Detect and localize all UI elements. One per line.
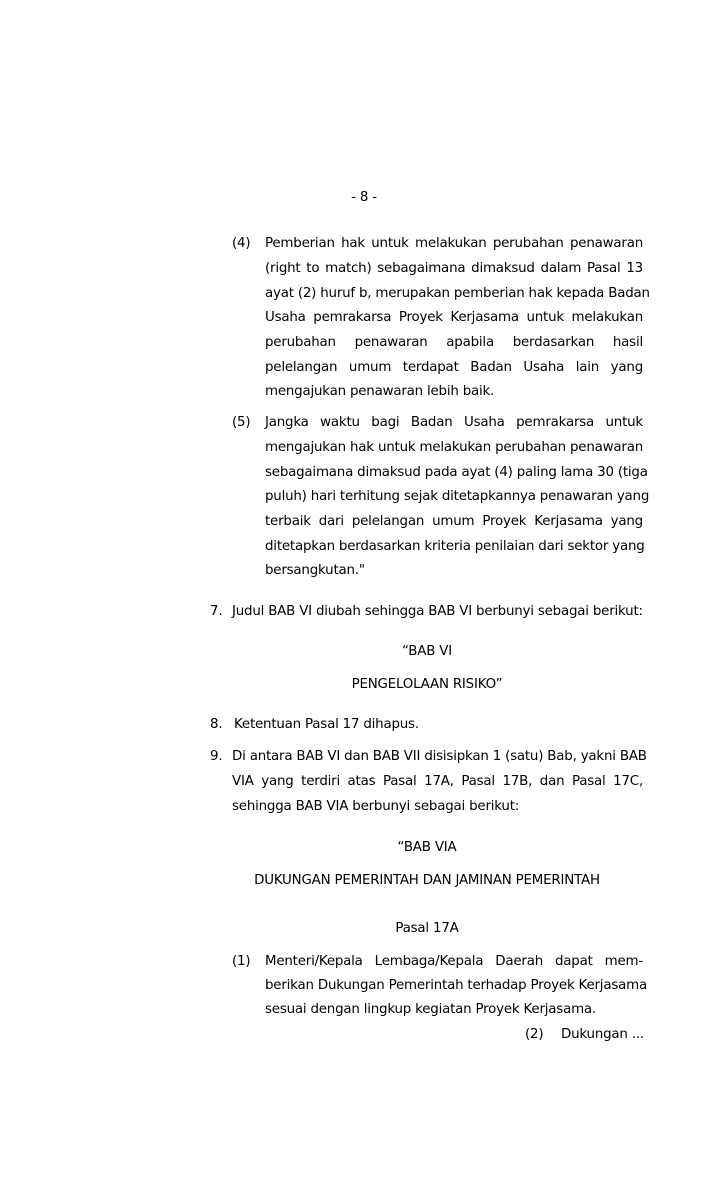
pasal-17a-item-1-line: Menteri/Kepala Lembaga/Kepala Daerah dapat mem- <box>265 954 643 969</box>
item-5-marker: (5) <box>232 415 251 430</box>
point-9-line: Di antara BAB VI dan BAB VII disisipkan 1 (satu) Bab, yakni BAB <box>232 749 647 764</box>
item-4-line: mengajukan penawaran lebih baik. <box>265 384 495 399</box>
item-5-line: bersangkutan." <box>265 563 365 578</box>
catchword-text: Dukungan ... <box>561 1027 644 1042</box>
point-8-text: Ketentuan Pasal 17 dihapus. <box>234 717 419 732</box>
point-9-line: sehingga BAB VIA berbunyi sebagai berikut: <box>232 799 520 814</box>
bab-vi-heading-text: “BAB VI <box>401 644 453 659</box>
page-number: - 8 - <box>351 190 377 205</box>
pasal-17a-item-1-line: sesuai dengan lingkup kegiatan Proyek Kerjasama. <box>265 1002 596 1017</box>
point-7-text: Judul BAB VI diubah sehingga BAB VI berbunyi sebagai berikut: <box>232 604 643 619</box>
point-8-number: 8. <box>210 717 223 732</box>
item-5-line: terbaik dari pelelangan umum Proyek Kerjasama yang <box>265 514 643 529</box>
bab-vi-title <box>0 673 728 697</box>
item-4-line: (right to match) sebagaimana dimaksud dalam Pasal 13 <box>265 261 643 276</box>
item-5-line: sebagaimana dimaksud pada ayat (4) paling lama 30 (tiga <box>265 465 648 480</box>
item-4-line: perubahan penawaran apabila berdasarkan hasil <box>265 335 643 350</box>
pasal-17a-heading-text: Pasal 17A <box>395 921 459 936</box>
item-5-line: puluh) hari terhitung sejak ditetapkannya penawaran yang <box>265 489 650 504</box>
bab-via-heading-text: “BAB VIA <box>397 840 457 855</box>
item-5-line: mengajukan hak untuk melakukan perubahan penawaran <box>265 440 643 455</box>
item-5-line: ditetapkan berdasarkan kriteria penilaian dari sektor yang <box>265 539 645 554</box>
pasal-17a-item-1-marker: (1) <box>232 954 251 969</box>
pasal-17a-heading <box>0 917 728 941</box>
bab-via-title-text: DUKUNGAN PEMERINTAH DAN JAMINAN PEMERINTAH <box>254 873 600 888</box>
catchword-marker: (2) <box>525 1027 544 1042</box>
point-7-number: 7. <box>210 604 223 619</box>
point-9-line: VIA yang terdiri atas Pasal 17A, Pasal 17B, dan Pasal 17C, <box>232 774 643 789</box>
item-4-line: Usaha pemrakarsa Proyek Kerjasama untuk melakukan <box>265 310 643 325</box>
bab-vi-title-text: PENGELOLAAN RISIKO” <box>351 677 503 692</box>
item-4-line: pelelangan umum terdapat Badan Usaha lain yang <box>265 360 643 375</box>
bab-vi-heading <box>0 640 728 664</box>
bab-via-heading <box>0 836 728 860</box>
bab-via-title <box>0 869 728 893</box>
item-4-line: ayat (2) huruf b, merupakan pemberian hak kepada Badan <box>265 286 650 301</box>
point-9-number: 9. <box>210 749 223 764</box>
item-5-line: Jangka waktu bagi Badan Usaha pemrakarsa untuk <box>265 415 643 430</box>
item-4-line: Pemberian hak untuk melakukan perubahan penawaran <box>265 236 643 251</box>
item-4-marker: (4) <box>232 236 251 251</box>
pasal-17a-item-1-line: berikan Dukungan Pemerintah terhadap Proyek Kerjasama <box>265 978 647 993</box>
